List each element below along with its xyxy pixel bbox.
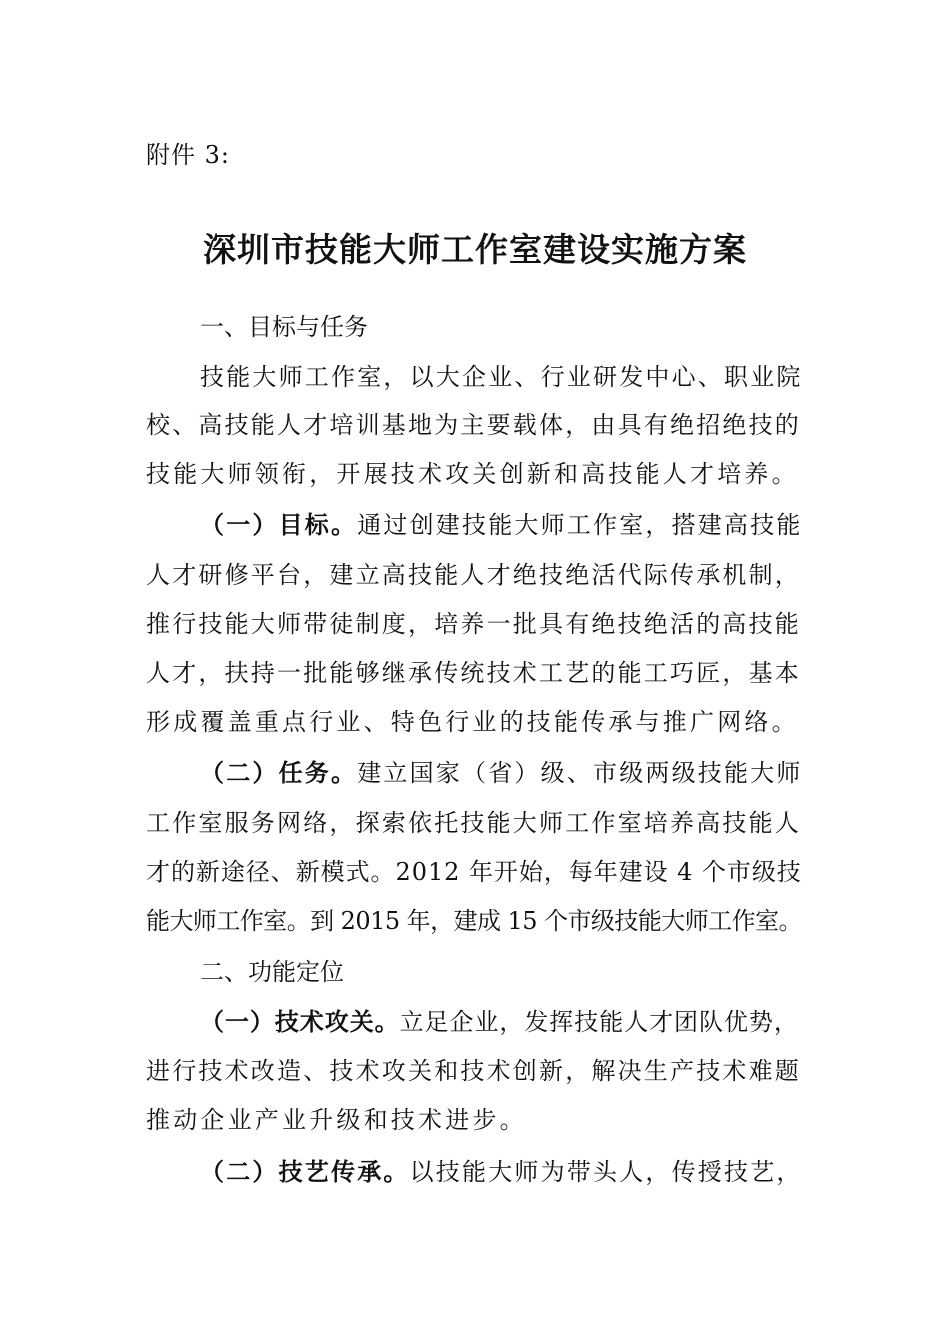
paragraph-line: 人才研修平台，建立高技能人才绝技绝活代际传承机制， [146,561,801,589]
paragraph-line: 校、高技能人才培训基地为主要载体，由具有绝招绝技的 [146,411,801,439]
paragraph-line: 推动企业产业升级和技术进步。 [146,1106,527,1134]
attachment-label: 附件 3: [146,141,230,169]
goal-label: （一）目标。 [200,510,358,539]
craft-label: （二）技艺传承。 [200,1157,410,1186]
paragraph-line: 人才，扶持一批能够继承传统技术工艺的能工巧匠，基本 [146,659,801,687]
section-heading-goals-tasks: 一、目标与任务 [200,313,368,341]
document-title: 深圳市技能大师工作室建设实施方案 [203,230,747,269]
paragraph-line: 推行技能大师带徒制度，培养一批具有绝技绝活的高技能 [146,610,801,638]
paragraph-line: 工作室服务网络，探索依托技能大师工作室培养高技能人 [146,809,801,837]
paragraph-line: 才的新途径、新模式。2012 年开始，每年建设 4 个市级技 [146,858,802,886]
paragraph-line [200,758,803,788]
paragraph-line [200,1157,803,1187]
paragraph-line: 技能大师领衔，开展技术攻关创新和高技能人才培养。 [146,460,799,488]
task-text: 建立国家（省）级、市级两级技能大师 [357,759,803,787]
tech-label: （一）技术攻关。 [200,1007,400,1036]
section-heading-function: 二、功能定位 [200,958,344,986]
paragraph-line: 技能大师工作室，以大企业、行业研发中心、职业院 [200,363,803,391]
tech-text: 立足企业，发挥技能人才团队优势， [399,1008,799,1036]
paragraph-line: 形成覆盖重点行业、特色行业的技能传承与推广网络。 [146,708,799,736]
paragraph-line [200,510,803,540]
paragraph-line: 进行技术改造、技术攻关和技术创新，解决生产技术难题 [146,1057,801,1085]
goal-text: 通过创建技能大师工作室，搭建高技能 [357,511,803,539]
task-label: （二）任务。 [200,758,358,787]
paragraph-line [200,1007,799,1037]
craft-text: 以技能大师为带头人，传授技艺， [409,1158,803,1186]
paragraph-line: 能大师工作室。到 2015 年，建成 15 个市级技能大师工作室。 [146,907,802,935]
